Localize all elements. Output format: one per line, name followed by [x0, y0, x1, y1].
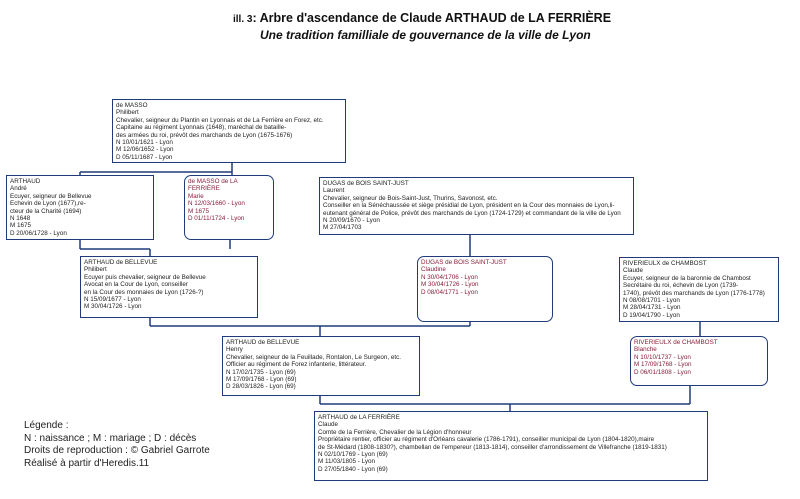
surname: de MASSO de LA FERRIÈRE	[188, 178, 238, 193]
description: Comte de la Ferrière, Chevalier de la Légion d'honneur Propriétaire rentier, officier au régiment d'Orléans cavalerie (1786-1791), conseiller municipal de Lyon (1804-1820),maire de St-Médard (1808-1830?), chambellan de l'empereur (1813-1814), conseiller d'arrondissement de Villefranche (1819-1831)	[318, 428, 667, 451]
death: D 01/11/1724 - Lyon	[188, 215, 245, 223]
birth: N 08/08/1701 - Lyon	[623, 297, 680, 305]
legend-heading: Légende :	[24, 420, 69, 431]
given-name: Claudine	[421, 266, 446, 274]
given-name: Claude	[318, 421, 338, 429]
given-name: Claude	[623, 267, 643, 275]
birth: N 30/04/1706 - Lyon	[421, 273, 478, 281]
birth: N 17/02/1735 - Lyon (69)	[226, 368, 296, 376]
death: D 20/06/1728 - Lyon	[10, 229, 67, 237]
person-box-dugas-claudine[interactable]	[417, 256, 553, 322]
person-box-de-masso-marie[interactable]	[184, 175, 274, 240]
birth: N 02/10/1769 - Lyon (69)	[318, 451, 388, 459]
marriage: M 30/04/1726 - Lyon	[84, 303, 142, 311]
person-box-arthaud-andre[interactable]	[6, 175, 154, 240]
birth: N 15/09/1677 - Lyon	[84, 296, 141, 304]
legend	[24, 420, 210, 470]
marriage: M 27/04/1703	[323, 224, 362, 232]
marriage: M 30/04/1726 - Lyon	[421, 281, 479, 289]
description: Chevalier, seigneur de la Feuillade, Rontalon, Le Surgeon, etc. Officier au régiment de Forez infanterie, littérateur.	[226, 353, 402, 369]
given-name: André	[10, 185, 27, 193]
chart-subtitle: Une tradition familliale de gouvernance de la ville de Lyon	[260, 28, 591, 42]
surname: ARTHAUD de BELLEVUE	[226, 339, 300, 346]
person-box-arthaud-henry[interactable]	[222, 336, 420, 396]
marriage: M 1675	[188, 207, 210, 215]
person-box-arthaud-claude[interactable]	[314, 411, 708, 481]
given-name: Blanche	[634, 346, 657, 354]
person-box-riverieulx-female[interactable]	[630, 336, 768, 386]
legend-software: Réalisé à partir d'Heredis.11	[24, 457, 150, 469]
surname: DUGAS de BOIS SAINT-JUST	[421, 259, 507, 266]
marriage: M 17/09/1768 - Lyon	[634, 361, 692, 369]
description: Chevalier, seigneur du Plantin en Lyonnais et de La Ferrière en Forez, etc. Capitaine au régiment Lyonnais (1648), maréchal de bataille- des armées du roi, prévôt des marchands de Lyon (1675-1676)	[116, 116, 324, 139]
surname: ARTHAUD de BELLEVUE	[84, 259, 158, 266]
person-box-riverieulx-claude[interactable]	[619, 257, 779, 322]
birth: N 10/01/1621 - Lyon	[116, 139, 173, 147]
given-name: Laurent	[323, 187, 345, 195]
death: D 27/05/1840 - Lyon (69)	[318, 465, 388, 473]
figure-number: ill. 3	[233, 14, 253, 25]
title-main: : Arbre d'ascendance de Claude ARTHAUD de LA FERRIÈRE	[252, 11, 612, 25]
given-name: Philibert	[84, 266, 107, 274]
marriage: M 1675	[10, 222, 32, 230]
death: D 19/04/1790 - Lyon	[623, 311, 680, 319]
marriage: M 11/03/1805 - Lyon	[318, 458, 376, 466]
birth: N 10/10/1737 - Lyon	[634, 353, 691, 361]
marriage: M 17/09/1768 - Lyon (69)	[226, 376, 297, 384]
description: Chevalier, seigneur de Bois-Saint-Just, Thurins, Savonost, etc. Conseiller en la Sénéchaussée et siège présidial de Lyon, président en la Cour des monnaies de Lyon,li- eutenant général de Police, prévôt des marchands de Lyon (1724-1729) et commandant de la ville de Lyon	[323, 194, 621, 217]
legend-rights: Droits de reproduction : © Gabriel Garrote	[24, 445, 210, 456]
description: Ecuyer, seigneur de Bellevue Echevin de Lyon (1677),re- cteur de la Charité (1694)	[10, 192, 92, 215]
person-box-dugas-laurent[interactable]	[319, 177, 634, 235]
death: D 06/01/1808 - Lyon	[634, 368, 691, 376]
birth: N 1648	[10, 215, 31, 223]
description: Ecuyer puis chevalier, seigneur de Bellevue Avocat en la Cour de Lyon, conseiller en la Cour des monnaies de Lyon (1726-?)	[84, 273, 206, 296]
death: D 08/04/1771 - Lyon	[421, 288, 478, 296]
person-box-arthaud-philibert[interactable]	[80, 256, 258, 318]
marriage: M 12/06/1652 - Lyon	[116, 146, 174, 154]
surname: ARTHAUD	[10, 178, 41, 185]
marriage: M 28/04/1731 - Lyon	[623, 304, 681, 312]
surname: ARTHAUD de LA FERRIÈRE	[318, 414, 400, 421]
birth: N 12/03/1660 - Lyon	[188, 200, 245, 208]
surname: RIVERIEULX de CHAMBOST	[623, 260, 707, 267]
legend-abbreviations: N : naissance ; M : mariage ; D : décès	[24, 432, 197, 444]
surname: RIVERIEULX de CHAMBOST	[634, 339, 718, 346]
surname: DUGAS de BOIS SAINT-JUST	[323, 180, 409, 187]
given-name: Philibert	[116, 109, 139, 117]
given-name: Marie	[188, 192, 204, 200]
surname: de MASSO	[116, 102, 148, 109]
birth: N 20/09/1670 - Lyon	[323, 217, 380, 225]
death: D 05/11/1687 - Lyon	[116, 153, 173, 161]
given-name: Henry	[226, 346, 243, 354]
person-box-de-masso-philibert[interactable]	[112, 99, 346, 163]
death: D 28/03/1826 - Lyon (69)	[226, 383, 296, 391]
description: Ecuyer, seigneur de la baronnie de Chambost Secrétaire du roi, échevin de Lyon (1739- 1740), prévôt des marchands de Lyon (1776-1778)	[623, 274, 765, 297]
